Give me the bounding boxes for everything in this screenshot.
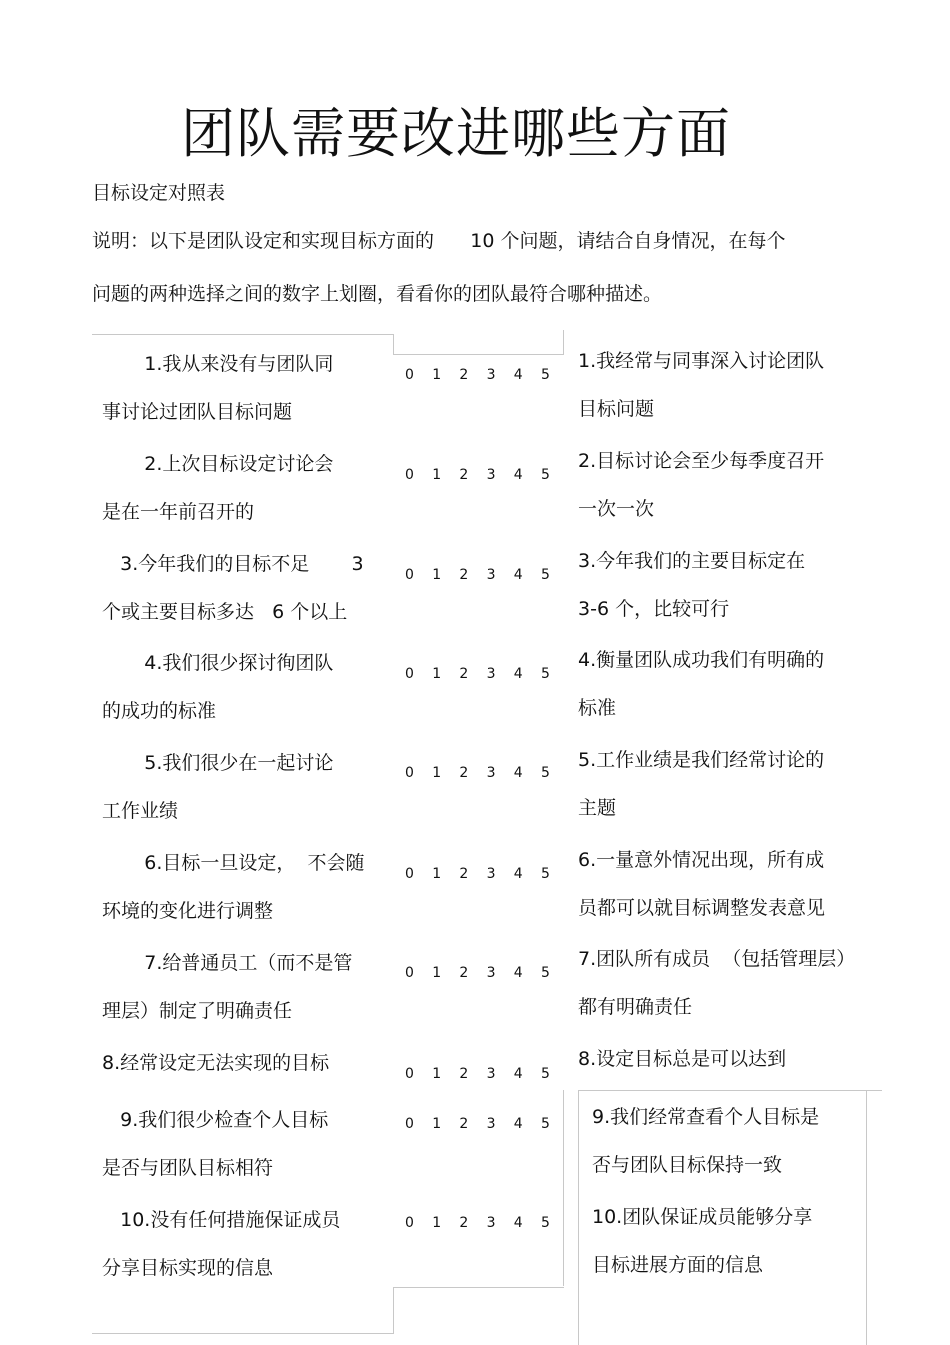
scale-option[interactable]: 4 [513, 567, 523, 583]
row-2-right-statement: 2.目标讨论会至少每季度召开 一次一次 [578, 450, 825, 520]
scale-option[interactable]: 3 [486, 765, 496, 781]
row-9-rating-scale[interactable] [405, 1115, 568, 1133]
row-4-left-statement: 4.我们很少探讨徇团队 的成功的标准 [102, 652, 334, 722]
row-1-rating-scale[interactable] [405, 366, 568, 384]
scale-option[interactable]: 3 [486, 866, 496, 882]
scale-option[interactable]: 0 [405, 1066, 414, 1082]
row-9-right-statement: 9.我们经常查看个人目标是 否与团队目标保持一致 [592, 1106, 820, 1176]
scale-option[interactable]: 5 [540, 866, 550, 882]
scale-option[interactable]: 1 [432, 666, 442, 682]
scale-option[interactable]: 4 [513, 866, 523, 882]
scale-option[interactable]: 2 [459, 866, 469, 882]
scale-option[interactable]: 1 [432, 367, 442, 383]
scale-option[interactable]: 0 [405, 866, 414, 882]
row-3-rating-scale[interactable] [405, 566, 568, 584]
row-5-right-statement: 5.工作业绩是我们经常讨论的 主题 [578, 749, 825, 819]
row-6-right-statement: 6.一量意外情况出现，所有成 员都可以就目标调整发表意见 [578, 849, 826, 919]
scale-option[interactable]: 5 [540, 567, 550, 583]
scale-option[interactable]: 1 [432, 1066, 442, 1082]
scale-option[interactable]: 2 [459, 965, 469, 981]
scale-option[interactable]: 5 [540, 765, 550, 781]
scale-option[interactable]: 4 [513, 467, 523, 483]
scale-option[interactable]: 0 [405, 1116, 414, 1132]
row-9-left-statement: 9.我们很少检查个人目标 是否与团队目标相符 [102, 1109, 329, 1179]
scale-option[interactable]: 2 [459, 567, 469, 583]
page-title: 团队需要改进哪些方面 [181, 102, 731, 165]
scale-option[interactable]: 1 [432, 965, 442, 981]
table-border-bottom-left [92, 1333, 393, 1334]
row-4-right-statement: 4.衡量团队成功我们有明确的 标准 [578, 649, 825, 719]
scale-option[interactable]: 0 [405, 1215, 414, 1231]
row-7-rating-scale[interactable] [405, 964, 568, 982]
scale-option[interactable]: 5 [540, 1116, 550, 1132]
scale-option[interactable]: 5 [540, 1066, 550, 1082]
scale-option[interactable]: 5 [540, 666, 550, 682]
scale-option[interactable]: 3 [486, 965, 496, 981]
row-10-right-statement: 10.团队保证成员能够分享 目标进展方面的信息 [592, 1206, 813, 1276]
row-7-left-statement: 7.给普通员工（而不是管 理层）制定了明确责任 [102, 952, 353, 1022]
scale-option[interactable]: 3 [486, 467, 496, 483]
scale-option[interactable]: 0 [405, 765, 414, 781]
scale-option[interactable]: 3 [486, 666, 496, 682]
scale-option[interactable]: 2 [459, 765, 469, 781]
row-8-right-statement: 8.设定目标总是可以达到 [578, 1048, 787, 1070]
scale-option[interactable]: 1 [432, 467, 442, 483]
row-10-left-statement: 10.没有任何措施保证成员 分享目标实现的信息 [102, 1209, 341, 1279]
scale-option[interactable]: 5 [540, 965, 550, 981]
row-3-left-statement: 3.今年我们的目标不足 3 个或主要目标多达 6 个以上 [102, 553, 364, 623]
table-border-right-inner [578, 1090, 579, 1345]
scale-option[interactable]: 4 [513, 765, 523, 781]
scale-option[interactable]: 4 [513, 1116, 523, 1132]
scale-option[interactable]: 0 [405, 467, 414, 483]
table-border-top-right [563, 330, 564, 355]
table-border-right-top [578, 1090, 882, 1091]
row-2-left-statement: 2.上次目标设定讨论会 是在一年前召开的 [102, 453, 334, 523]
scale-option[interactable]: 1 [432, 866, 442, 882]
scale-option[interactable]: 0 [405, 567, 414, 583]
scale-option[interactable]: 1 [432, 765, 442, 781]
scale-option[interactable]: 4 [513, 965, 523, 981]
scale-option[interactable]: 4 [513, 1066, 523, 1082]
scale-option[interactable]: 2 [459, 1215, 469, 1231]
scale-option[interactable]: 4 [513, 367, 523, 383]
scale-option[interactable]: 3 [486, 1215, 496, 1231]
row-5-rating-scale[interactable] [405, 764, 568, 782]
scale-option[interactable]: 0 [405, 666, 414, 682]
row-1-left-statement: 1.我从来没有与团队同 事讨论过团队目标问题 [102, 353, 334, 423]
table-border-top-mid-h [393, 354, 564, 355]
row-10-rating-scale[interactable] [405, 1214, 568, 1232]
scale-option[interactable]: 0 [405, 965, 414, 981]
intro-line-2: 问题的两种选择之间的数字上划圈，看看你的团队最符合哪种描述。 [92, 283, 663, 305]
row-6-left-statement: 6.目标一旦设定， 不会随 环境的变化进行调整 [102, 852, 365, 922]
scale-option[interactable]: 2 [459, 1066, 469, 1082]
table-border-top-left [92, 334, 393, 335]
scale-option[interactable]: 3 [486, 567, 496, 583]
scale-option[interactable]: 2 [459, 1116, 469, 1132]
table-border-top-mid [393, 334, 394, 354]
row-8-rating-scale[interactable] [405, 1065, 568, 1083]
intro-line-1: 说明：以下是团队设定和实现目标方面的 10 个问题，请结合自身情况，在每个 [92, 230, 786, 252]
scale-option[interactable]: 3 [486, 367, 496, 383]
scale-option[interactable]: 3 [486, 1066, 496, 1082]
scale-option[interactable]: 2 [459, 367, 469, 383]
table-subtitle: 目标设定对照表 [92, 182, 226, 204]
scale-option[interactable]: 5 [540, 467, 550, 483]
scale-option[interactable]: 0 [405, 367, 414, 383]
scale-option[interactable]: 4 [513, 666, 523, 682]
table-border-bottom-mid [393, 1287, 564, 1288]
scale-option[interactable]: 5 [540, 367, 550, 383]
scale-option[interactable]: 1 [432, 1116, 442, 1132]
scale-option[interactable]: 2 [459, 467, 469, 483]
row-6-rating-scale[interactable] [405, 865, 568, 883]
scale-option[interactable]: 4 [513, 1215, 523, 1231]
row-8-left-statement: 8.经常设定无法实现的目标 [102, 1052, 330, 1074]
scale-option[interactable]: 1 [432, 567, 442, 583]
table-border-bottom-step [393, 1287, 394, 1334]
scale-option[interactable]: 3 [486, 1116, 496, 1132]
scale-option[interactable]: 1 [432, 1215, 442, 1231]
row-3-right-statement: 3.今年我们的主要目标定在 3-6 个，比较可行 [578, 550, 806, 620]
scale-option[interactable]: 5 [540, 1215, 550, 1231]
row-4-rating-scale[interactable] [405, 665, 568, 683]
row-5-left-statement: 5.我们很少在一起讨论 工作业绩 [102, 752, 334, 822]
row-1-right-statement: 1.我经常与同事深入讨论团队 目标问题 [578, 350, 825, 420]
scale-option[interactable]: 2 [459, 666, 469, 682]
row-2-rating-scale[interactable] [405, 466, 568, 484]
row-7-right-statement: 7.团队所有成员 （包括管理层） 都有明确责任 [578, 948, 856, 1018]
